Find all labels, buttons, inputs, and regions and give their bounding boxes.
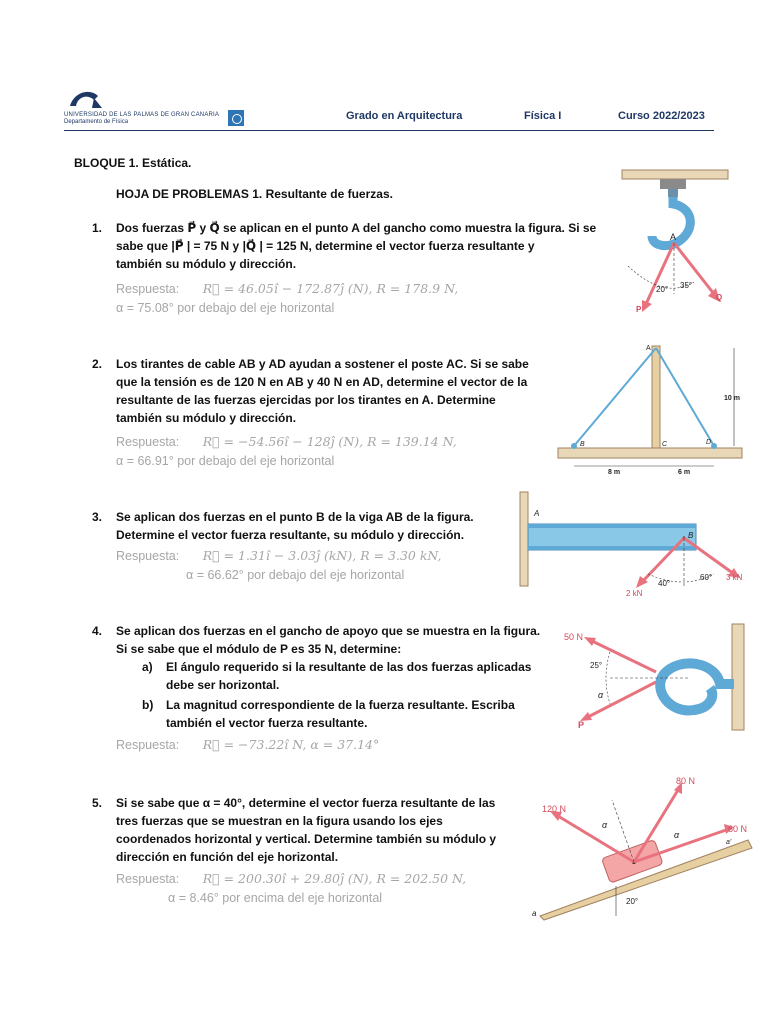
svg-text:60 N: 60 N bbox=[728, 824, 748, 834]
svg-text:60°: 60° bbox=[700, 573, 713, 582]
svg-text:50 N: 50 N bbox=[564, 632, 584, 642]
figure-1-hook bbox=[604, 164, 744, 324]
problem-2-direction: α = 66.91° por debajo del eje horizontal bbox=[116, 454, 335, 468]
svg-text:80 N: 80 N bbox=[676, 776, 696, 786]
course-label: Curso 2022/2023 bbox=[618, 110, 705, 122]
svg-text:20°: 20° bbox=[656, 285, 669, 294]
answer-label: Respuesta: bbox=[116, 435, 180, 449]
svg-text:10 m: 10 m bbox=[724, 395, 740, 402]
department-logo bbox=[228, 110, 244, 126]
problem-1-text: Dos fuerzas P⃗ y Q⃗ se aplican en el punto A del gancho como muestra la figura. Si se sabe que |P⃗ | = 75 N y |Q⃗ | = 125 N, determine el vector fuerza resultante y también su módulo y dirección. bbox=[116, 221, 597, 271]
answer-label: Respuesta: bbox=[116, 282, 180, 296]
figure-4-support-hook bbox=[560, 622, 750, 734]
problem-3-answer: Respuesta: R⃗ = 1.31î − 3.03ĵ (kN), R = 3.30 kN, bbox=[116, 548, 442, 563]
subject-label: Física I bbox=[524, 110, 562, 122]
svg-text:2 kN: 2 kN bbox=[626, 589, 643, 598]
subitem-label: a) bbox=[142, 660, 153, 674]
svg-text:20°: 20° bbox=[626, 897, 639, 906]
svg-text:8 m: 8 m bbox=[608, 469, 621, 476]
subitem-b-text: La magnitud correspondiente de la fuerza resultante. Escriba también el vector fuerza resultante. bbox=[166, 698, 515, 730]
subitem-a-text: El ángulo requerido si la resultante de las dos fuerzas aplicadas debe ser horizontal. bbox=[166, 660, 532, 692]
svg-text:Q: Q bbox=[716, 293, 723, 302]
block-title: BLOQUE 1. Estática. bbox=[74, 156, 192, 170]
figure-5-block-on-incline bbox=[530, 770, 756, 922]
answer-label: Respuesta: bbox=[116, 872, 180, 886]
svg-text:α: α bbox=[602, 820, 608, 830]
answer-label: Respuesta: bbox=[116, 738, 180, 752]
problem-1-direction: α = 75.08° por debajo del eje horizontal bbox=[116, 301, 335, 315]
svg-text:25°: 25° bbox=[590, 661, 603, 670]
problem-2-text: Los tirantes de cable AB y AD ayudan a sostener el poste AC. Si se sabe que la tensión es de 120 N en AB y 40 N en AD, determine el vector de la resultante de las fuerzas ejercidas por los tirantes en A. Determine también su módulo y dirección. bbox=[116, 357, 529, 425]
problem-2-answer: Respuesta: R⃗ = −54.56î − 128ĵ (N), R = 139.14 N, bbox=[116, 434, 457, 449]
problem-number: 4. bbox=[92, 624, 103, 638]
problem-3-text: Se aplican dos fuerzas en el punto B de la viga AB de la figura. Determine el vector fuerza resultante, su módulo y dirección. bbox=[116, 510, 474, 542]
svg-text:α: α bbox=[598, 690, 604, 700]
problem-number: 3. bbox=[92, 510, 103, 524]
figure-3-beam bbox=[518, 490, 756, 600]
header-rule bbox=[64, 130, 714, 131]
svg-text:B: B bbox=[580, 441, 585, 448]
department-name: Departamento de Física bbox=[64, 119, 129, 125]
degree-label: Grado en Arquitectura bbox=[346, 110, 463, 122]
problem-number: 5. bbox=[92, 796, 103, 810]
svg-text:A: A bbox=[534, 509, 540, 518]
svg-text:α: α bbox=[674, 830, 680, 840]
problem-4-text: Se aplican dos fuerzas en el gancho de apoyo que se muestra en la figura. Si se sabe que el módulo de P es 35 N, determine: bbox=[116, 624, 541, 656]
figure-2-pole bbox=[556, 338, 752, 478]
svg-text:a: a bbox=[532, 909, 537, 918]
svg-text:A: A bbox=[646, 345, 651, 352]
svg-text:6 m: 6 m bbox=[678, 469, 691, 476]
svg-text:40°: 40° bbox=[658, 579, 671, 588]
sheet-title: HOJA DE PROBLEMAS 1. Resultante de fuerzas. bbox=[116, 187, 393, 201]
problem-3-direction: α = 66.62° por debajo del eje horizontal bbox=[186, 568, 405, 582]
svg-text:D: D bbox=[706, 439, 712, 446]
problem-number: 2. bbox=[92, 357, 103, 371]
svg-text:P: P bbox=[578, 720, 585, 730]
problem-4-answer: Respuesta: R⃗ = −73.22î N, α = 37.14° bbox=[116, 737, 380, 752]
svg-text:35°: 35° bbox=[680, 281, 693, 290]
svg-text:C: C bbox=[662, 441, 668, 448]
svg-text:P: P bbox=[636, 305, 642, 314]
problem-5-answer: Respuesta: R⃗ = 200.30î + 29.80ĵ (N), R = 202.50 N, bbox=[116, 871, 467, 886]
problem-5-text: Si se sabe que α = 40°, determine el vector fuerza resultante de las tres fuerzas que se muestran en la figura usando los ejes coordenados horizontal y vertical. Determine también su módulo y dirección en función del eje horizontal. bbox=[116, 796, 497, 864]
svg-text:B: B bbox=[688, 531, 694, 540]
svg-text:a': a' bbox=[726, 839, 732, 846]
svg-text:A: A bbox=[670, 232, 677, 242]
svg-text:3 kN: 3 kN bbox=[726, 573, 743, 582]
problem-5-direction: α = 8.46° por encima del eje horizontal bbox=[168, 891, 383, 905]
university-name: UNIVERSIDAD DE LAS PALMAS DE GRAN CANARIA bbox=[64, 112, 220, 118]
answer-label: Respuesta: bbox=[116, 549, 180, 563]
problem-number: 1. bbox=[92, 221, 103, 235]
problem-1-answer: Respuesta: R⃗ = 46.05î − 172.87ĵ (N), R = 178.9 N, bbox=[116, 281, 459, 296]
subitem-label: b) bbox=[142, 698, 154, 712]
svg-text:120 N: 120 N bbox=[542, 804, 567, 814]
